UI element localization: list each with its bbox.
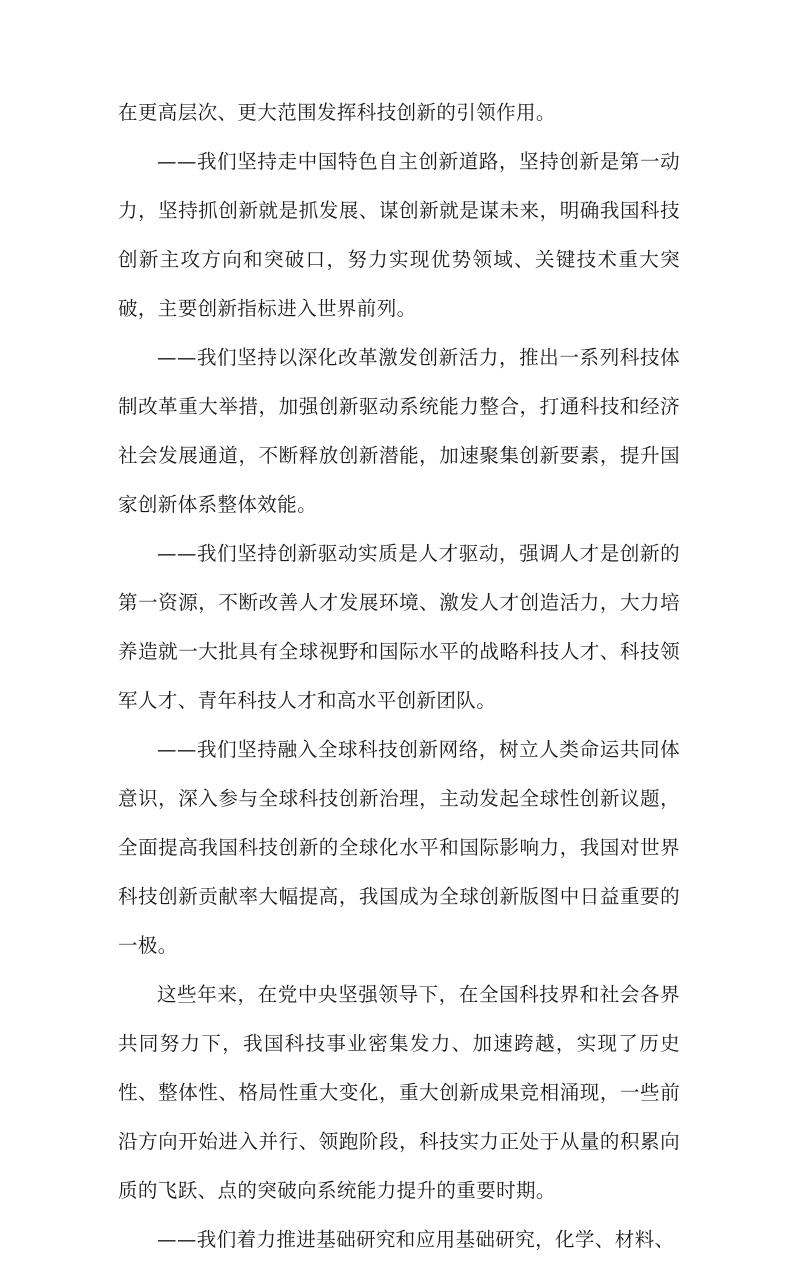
paragraph-5: ——我们坚持融入全球科技创新网络，树立人类命运共同体意识，深入参与全球科技创新治理，主动发起全球性创新议题，全面提高我国科技创新的全球化水平和国际影响力，我国对世界科技创新贡献率大幅提高，我国成为全球创新版图中日益重要的一极。 [118,738,680,957]
paragraph-4: ——我们坚持创新驱动实质是人才驱动，强调人才是创新的第一资源，不断改善人才发展环境、激发人才创造活力，大力培养造就一大批具有全球视野和国际水平的战略科技人才、科技领军人才、青年科技人才和高水平创新团队。 [118,542,680,712]
paragraph-2: ——我们坚持走中国特色自主创新道路，坚持创新是第一动力，坚持抓创新就是抓发展、谋创新就是谋未来，明确我国科技创新主攻方向和突破口，努力实现优势领域、关键技术重大突破，主要创新指标进入世界前列。 [118,150,680,320]
paragraph-3: ——我们坚持以深化改革激发创新活力，推出一系列科技体制改革重大举措，加强创新驱动系统能力整合，打通科技和经济社会发展通道，不断释放创新潜能，加速聚集创新要素，提升国家创新体系整体效能。 [118,346,680,516]
document-body [118,88,680,1264]
paragraph-1: 在更高层次、更大范围发挥科技创新的引领作用。 [118,101,556,124]
paragraph-6: 这些年来，在党中央坚强领导下，在全国科技界和社会各界共同努力下，我国科技事业密集发力、加速跨越，实现了历史性、整体性、格局性重大变化，重大创新成果竞相涌现，一些前沿方向开始进入并行、领跑阶段，科技实力正处于从量的积累向质的飞跃、点的突破向系统能力提升的重要时期。 [118,983,680,1202]
paragraph-7: ——我们着力推进基础研究和应用基础研究，化学、材料、 [157,1228,675,1251]
